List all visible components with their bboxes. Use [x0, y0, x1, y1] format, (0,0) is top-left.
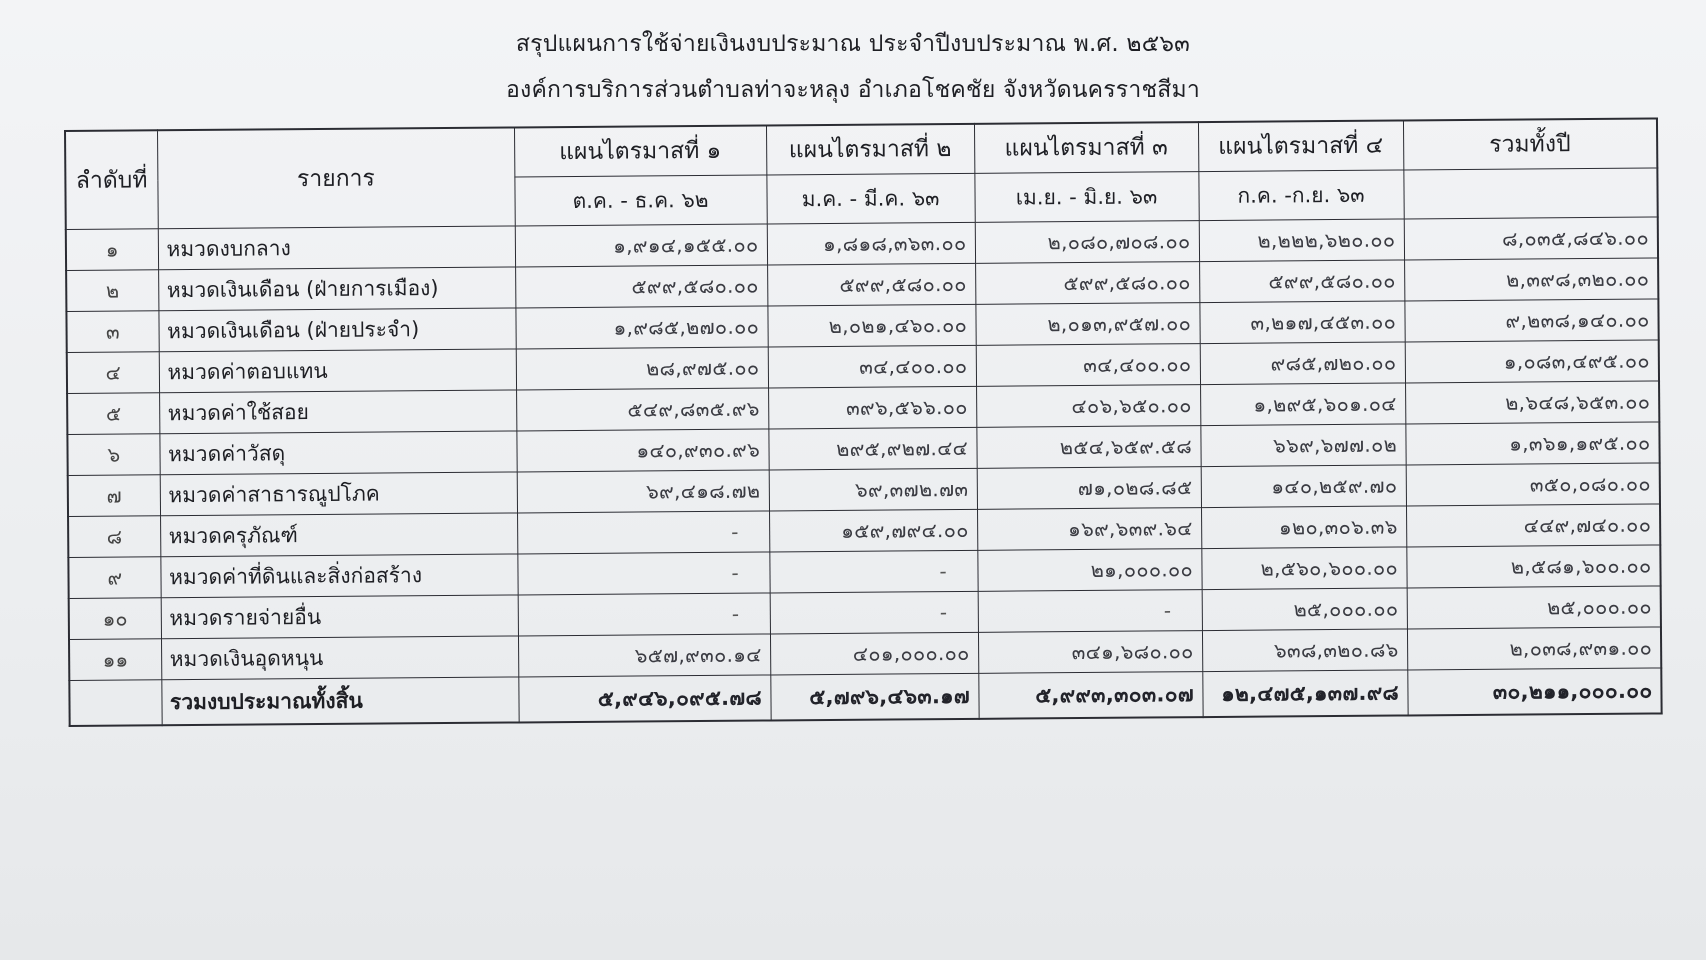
cell-no: ๕ [67, 393, 159, 435]
cell-q3: - [978, 590, 1202, 633]
cell-q3: ๒,๐๑๓,๙๕๗.๐๐ [975, 303, 1199, 346]
cell-no: ๒ [66, 270, 158, 312]
cell-q2: - [770, 591, 978, 634]
cell-item: หมวดเงินเดือน (ฝ่ายประจำ) [158, 308, 515, 352]
total-q4: ๑๒,๔๗๕,๑๓๗.๙๘ [1202, 670, 1407, 717]
cell-q4: ๙๘๕,๗๒๐.๐๐ [1200, 342, 1405, 385]
header-q4: แผนไตรมาสที่ ๔ [1198, 120, 1403, 171]
cell-q3: ๔๐๖,๖๕๐.๐๐ [976, 385, 1200, 428]
cell-q1: ๕๙๙,๕๘๐.๐๐ [515, 265, 767, 308]
total-no-cell [69, 680, 161, 726]
cell-item: หมวดงบกลาง [158, 226, 515, 270]
cell-q2: ๕๙๙,๕๘๐.๐๐ [767, 263, 975, 306]
cell-q4: ๒๕,๐๐๐.๐๐ [1202, 588, 1407, 631]
cell-q3: ๕๙๙,๕๘๐.๐๐ [975, 262, 1199, 305]
total-year: ๓๐,๒๑๑,๐๐๐.๐๐ [1407, 668, 1661, 715]
cell-q1: - [517, 511, 769, 554]
table-header [65, 118, 1658, 229]
cell-q1: ๕๔๙,๘๓๕.๙๖ [516, 388, 768, 431]
cell-total: ๑,๓๖๑,๑๙๕.๐๐ [1405, 422, 1659, 465]
cell-item: หมวดค่าวัสดุ [159, 431, 516, 475]
header-total-period [1403, 168, 1657, 219]
total-label: รวมงบประมาณทั้งสิ้น [161, 677, 518, 725]
cell-q1: - [518, 593, 770, 636]
cell-q3: ๓๔๑,๖๘๐.๐๐ [978, 631, 1202, 674]
cell-q1: ๖๕๗,๙๓๐.๑๔ [518, 634, 770, 677]
cell-q2: ๒,๐๒๑,๔๖๐.๐๐ [767, 304, 975, 347]
cell-no: ๖ [67, 434, 159, 476]
cell-q1: - [517, 552, 769, 595]
cell-q4: ๖๓๘,๓๒๐.๘๖ [1202, 629, 1407, 672]
cell-item: หมวดเงินอุดหนุน [161, 636, 518, 680]
cell-total: ๘,๐๓๕,๘๔๖.๐๐ [1404, 217, 1658, 260]
cell-q2: ๑,๘๑๘,๓๖๓.๐๐ [767, 222, 975, 265]
cell-item: หมวดเงินเดือน (ฝ่ายการเมือง) [158, 267, 515, 311]
cell-item: หมวดค่าใช้สอย [159, 390, 516, 434]
cell-total: ๒,๓๙๘,๓๒๐.๐๐ [1404, 258, 1658, 301]
cell-q1: ๖๙,๔๑๘.๗๒ [517, 470, 769, 513]
cell-item: หมวดค่าสาธารณูปโภค [160, 472, 517, 516]
header-q3-period: เม.ย. - มิ.ย. ๖๓ [974, 172, 1198, 223]
cell-no: ๔ [67, 352, 159, 394]
cell-no: ๑๑ [69, 639, 161, 681]
cell-q4: ๒,๒๒๒,๖๒๐.๐๐ [1199, 219, 1404, 262]
cell-item: หมวดครุภัณฑ์ [160, 513, 517, 557]
cell-q3: ๗๑,๐๒๘.๘๕ [977, 467, 1201, 510]
cell-q1: ๒๘,๙๗๕.๐๐ [516, 347, 768, 390]
cell-q4: ๒,๕๖๐,๖๐๐.๐๐ [1201, 547, 1406, 590]
cell-q2: - [769, 550, 977, 593]
cell-q2: ๔๐๑,๐๐๐.๐๐ [770, 632, 978, 675]
cell-total: ๒,๐๓๘,๙๓๑.๐๐ [1407, 627, 1661, 670]
cell-no: ๗ [68, 475, 160, 517]
header-q1: แผนไตรมาสที่ ๑ [514, 125, 766, 176]
cell-total: ๒,๖๔๘,๖๕๓.๐๐ [1405, 381, 1659, 424]
document-title: สรุปแผนการใช้จ่ายเงินงบประมาณ ประจำปีงบประมาณ พ.ศ. ๒๕๖๓ [515, 31, 1191, 57]
total-q1: ๕,๙๔๖,๐๙๕.๗๘ [518, 675, 770, 722]
cell-q4: ๑,๒๙๕,๖๐๑.๐๔ [1200, 383, 1405, 426]
cell-q4: ๖๖๙,๖๗๗.๐๒ [1200, 424, 1405, 467]
cell-no: ๘ [68, 516, 160, 558]
cell-q1: ๑,๙๑๔,๑๕๕.๐๐ [515, 224, 767, 267]
cell-no: ๑ [66, 229, 158, 271]
cell-q2: ๓๙๖,๕๖๖.๐๐ [768, 386, 976, 429]
cell-no: ๓ [66, 311, 158, 353]
cell-total: ๙,๒๓๘,๑๔๐.๐๐ [1404, 299, 1658, 342]
cell-total: ๔๔๙,๗๔๐.๐๐ [1406, 504, 1660, 547]
table-body [66, 217, 1661, 680]
header-no: ลำดับที่ [65, 130, 158, 229]
header-item: รายการ [157, 127, 515, 228]
cell-total: ๑,๐๘๓,๔๙๕.๐๐ [1405, 340, 1659, 383]
cell-total: ๒๕,๐๐๐.๐๐ [1407, 586, 1661, 629]
cell-no: ๙ [68, 557, 160, 599]
cell-q1: ๑๔๐,๙๓๐.๙๖ [516, 429, 768, 472]
cell-q2: ๑๕๙,๗๙๔.๐๐ [769, 509, 977, 552]
cell-q3: ๑๖๙,๖๓๙.๖๔ [977, 508, 1201, 551]
cell-q3: ๒,๐๘๐,๗๐๘.๐๐ [975, 221, 1199, 264]
cell-item: หมวดรายจ่ายอื่น [161, 595, 518, 639]
document-subtitle: องค์การบริการส่วนตำบลท่าจะหลุง อำเภอโชคชัย จังหวัดนครราชสีมา [506, 77, 1200, 103]
total-q3: ๕,๙๙๓,๓๐๓.๐๗ [978, 672, 1202, 719]
header-q4-period: ก.ค. -ก.ย. ๖๓ [1198, 170, 1403, 221]
cell-q3: ๓๔,๔๐๐.๐๐ [976, 344, 1200, 387]
cell-item: หมวดค่าที่ดินและสิ่งก่อสร้าง [160, 554, 517, 598]
header-total: รวมทั้งปี [1403, 118, 1657, 169]
header-q3: แผนไตรมาสที่ ๓ [974, 122, 1198, 173]
cell-no: ๑๐ [69, 598, 161, 640]
header-q2-period: ม.ค. - มี.ค. ๖๓ [766, 173, 974, 224]
cell-total: ๓๕๐,๐๘๐.๐๐ [1406, 463, 1660, 506]
total-q2: ๕,๗๙๖,๔๖๓.๑๗ [770, 673, 978, 720]
cell-q1: ๑,๙๘๕,๒๗๐.๐๐ [515, 306, 767, 349]
cell-q3: ๒๑,๐๐๐.๐๐ [977, 549, 1201, 592]
cell-q4: ๕๙๙,๕๘๐.๐๐ [1199, 260, 1404, 303]
budget-table [64, 117, 1663, 727]
cell-q3: ๒๕๔,๖๕๙.๕๘ [976, 426, 1200, 469]
budget-table-wrapper [64, 117, 1661, 726]
cell-q2: ๓๔,๔๐๐.๐๐ [768, 345, 976, 388]
header-q1-period: ต.ค. - ธ.ค. ๖๒ [514, 175, 766, 226]
cell-item: หมวดค่าตอบแทน [159, 349, 516, 393]
cell-q4: ๑๒๐,๓๐๖.๓๖ [1201, 506, 1406, 549]
cell-q2: ๖๙,๓๗๒.๗๓ [769, 468, 977, 511]
cell-q4: ๓,๒๑๗,๔๕๓.๐๐ [1199, 301, 1404, 344]
cell-q2: ๒๙๕,๙๒๗.๔๔ [768, 427, 976, 470]
header-q2: แผนไตรมาสที่ ๒ [766, 124, 974, 175]
cell-q4: ๑๔๐,๒๕๙.๗๐ [1201, 465, 1406, 508]
cell-total: ๒,๕๘๑,๖๐๐.๐๐ [1406, 545, 1660, 588]
